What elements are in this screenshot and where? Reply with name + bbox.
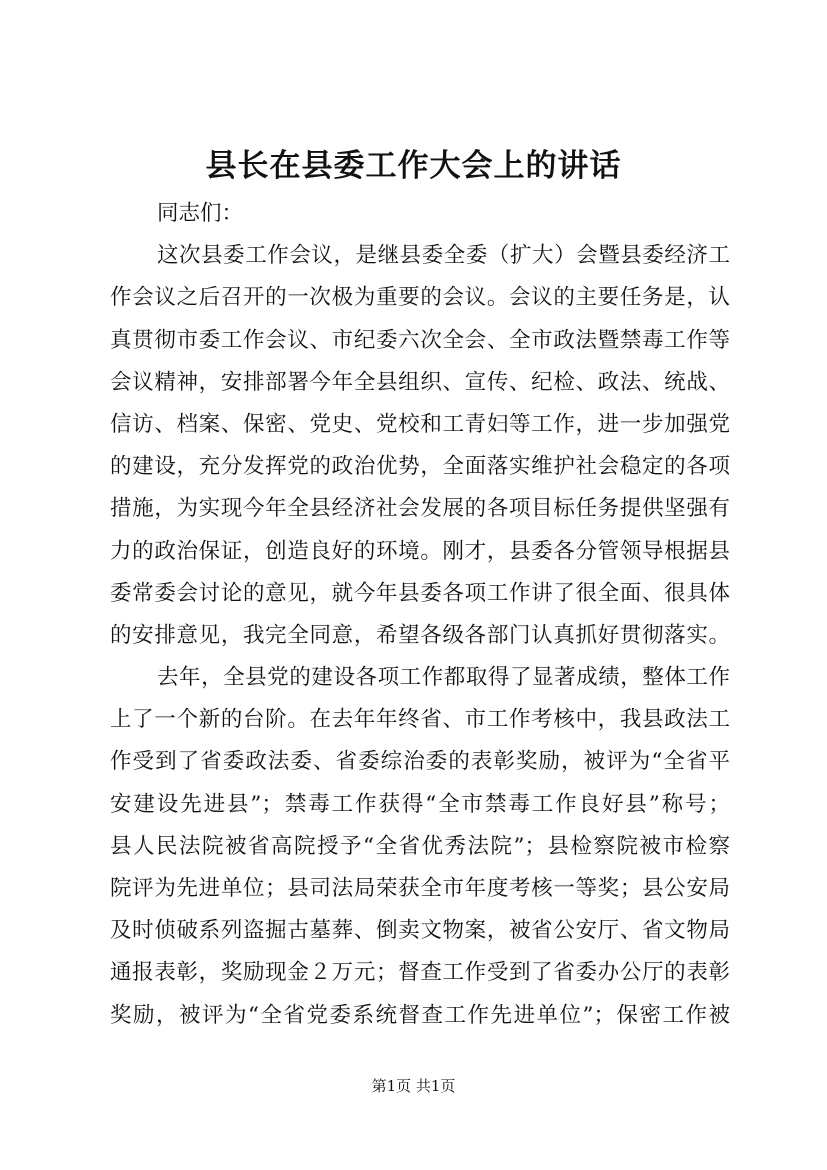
- paragraph-line: 去年，全县党的建设各项工作都取得了显著成绩，整体工作: [157, 665, 730, 691]
- document-title: 县长在县委工作大会上的讲话: [205, 148, 622, 184]
- paragraph-line: 奖励，被评为“全省党委系统督查工作先进单位”；保密工作被: [110, 1002, 730, 1028]
- paragraph-line: 院评为先进单位；县司法局荣获全市年度考核一等奖；县公安局: [110, 876, 730, 901]
- paragraph-line: 及时侦破系列盗掘古墓葬、倒卖文物案，被省公安厅、省文物局: [110, 918, 730, 944]
- document-body: [110, 193, 730, 1037]
- paragraph-line: 的建设，充分发挥党的政治优势，全面落实维护社会稳定的各项: [110, 454, 730, 480]
- paragraph-line: 作会议之后召开的一次极为重要的会议。会议的主要任务是，认: [110, 285, 730, 311]
- paragraph-line: 作受到了省委政法委、省委综治委的表彰奖励，被评为“全省平: [110, 749, 730, 775]
- paragraph-line: 这次县委工作会议，是继县委全委（扩大）会暨县委经济工: [157, 243, 730, 269]
- paragraph-line: 力的政治保证，创造良好的环境。刚才，县委各分管领导根据县: [110, 538, 730, 564]
- paragraph-line: 委常委会讨论的意见，就今年县委各项工作讲了很全面、很具体: [110, 580, 730, 606]
- paragraph-line: 真贯彻市委工作会议、市纪委六次全会、全市政法暨禁毒工作等: [110, 327, 730, 353]
- paragraph-line: 的安排意见，我完全同意，希望各级各部门认真抓好贯彻落实。: [110, 622, 730, 648]
- paragraph-line: 安建设先进县”；禁毒工作获得“全市禁毒工作良好县”称号；: [110, 791, 730, 817]
- paragraph-line: 通报表彰，奖励现金２万元；督查工作受到了省委办公厅的表彰: [110, 960, 730, 986]
- paragraph-line: 县人民法院被省高院授予“全省优秀法院”；县检察院被市检察: [110, 833, 730, 859]
- paragraph-line: 信访、档案、保密、党史、党校和工青妇等工作，进一步加强党: [110, 411, 730, 437]
- paragraph-line: 上了一个新的台阶。在去年年终省、市工作考核中，我县政法工: [110, 707, 730, 733]
- paragraph-line: 措施，为实现今年全县经济社会发展的各项目标任务提供坚强有: [110, 496, 730, 522]
- paragraph-line: 会议精神，安排部署今年全县组织、宣传、纪检、政法、统战、: [110, 369, 730, 395]
- page-number-footer: 第1页 共1页: [371, 1077, 456, 1095]
- salutation-line: 同志们：: [157, 201, 244, 226]
